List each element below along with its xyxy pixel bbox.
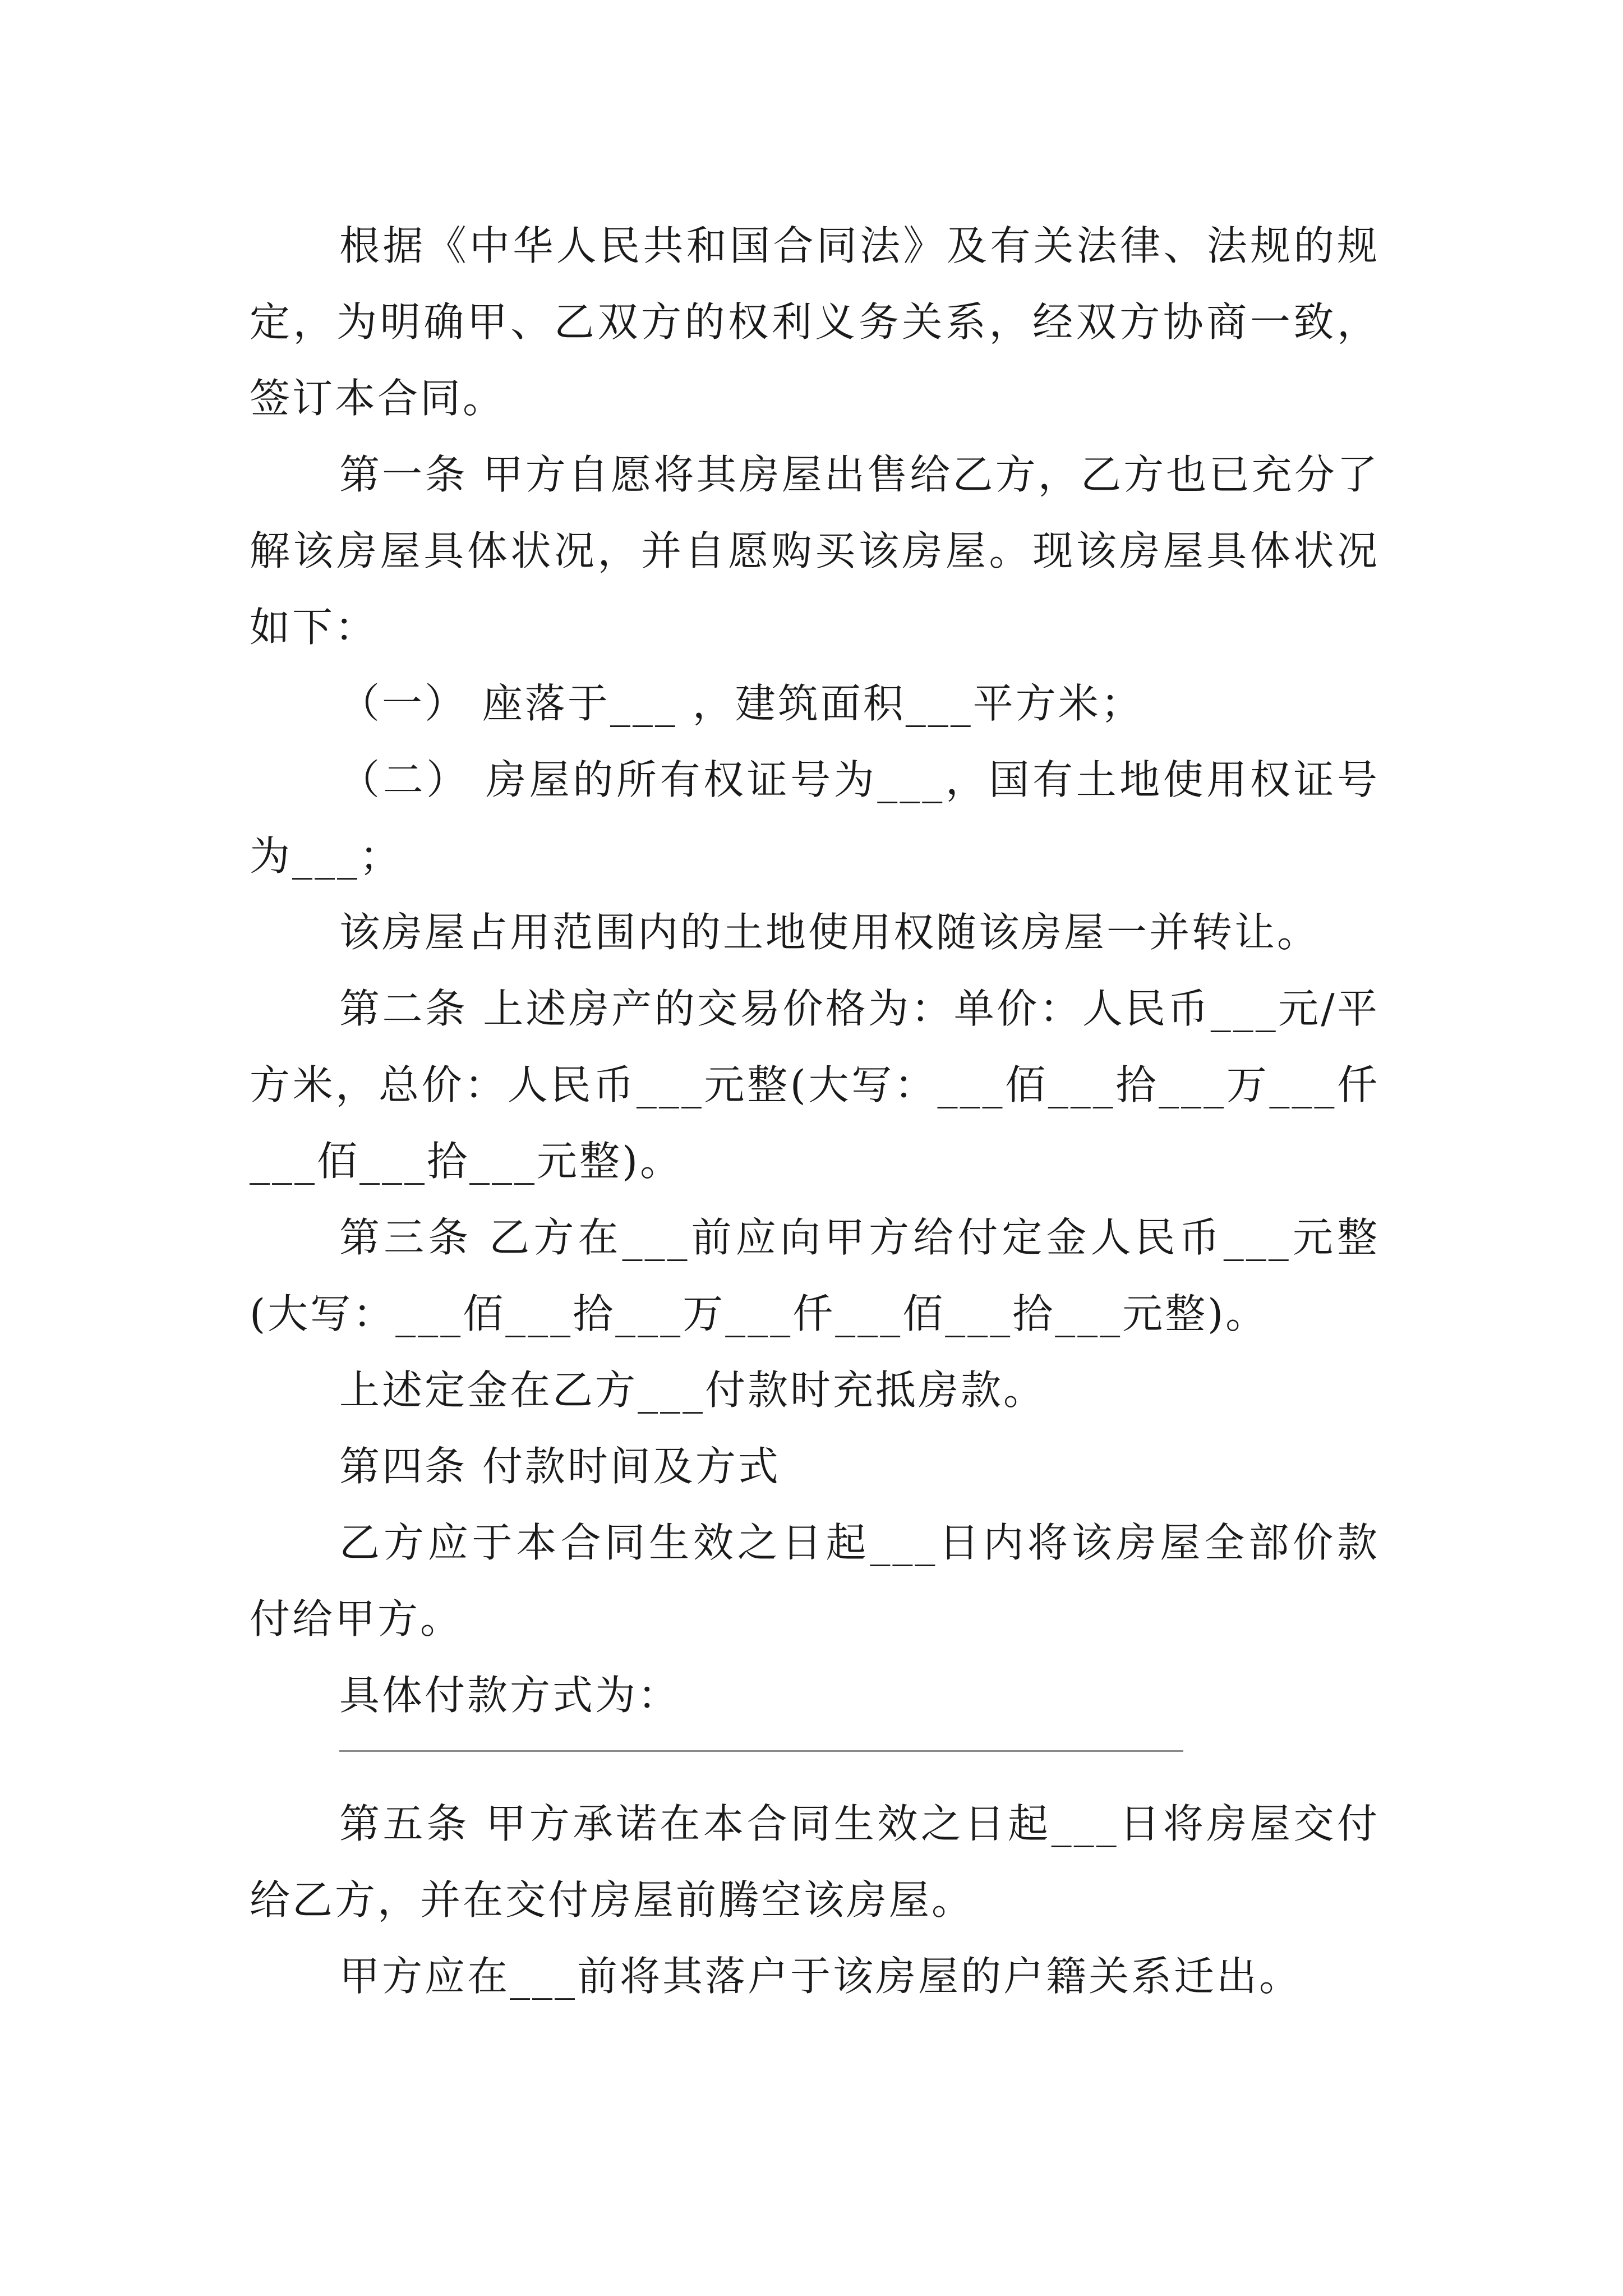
blank-fill-line [339, 1750, 1183, 1752]
article-5-paragraph: 第五条 甲方承诺在本合同生效之日起___日将房屋交付给乙方，并在交付房屋前腾空该房屋。 [250, 1800, 1380, 1924]
payment-deadline-paragraph: 乙方应于本合同生效之日起___日内将该房屋全部价款付给甲方。 [250, 1519, 1380, 1642]
contract-body [250, 208, 1380, 2014]
land-use-paragraph: 该房屋占用范围内的土地使用权随该房屋一并转让。 [339, 909, 1320, 956]
article-1-paragraph: 第一条 甲方自愿将其房屋出售给乙方，乙方也已充分了解该房屋具体状况，并自愿购买该房屋。现该房屋具体状况如下： [250, 451, 1380, 651]
article-3-paragraph: 第三条 乙方在___前应向甲方给付定金人民币___元整(大写：___佰___拾___万___仟___佰___拾___元整)。 [250, 1214, 1380, 1337]
deposit-paragraph: 上述定金在乙方___付款时充抵房款。 [339, 1366, 1046, 1414]
preamble-paragraph: 根据《中华人民共和国合同法》及有关法律、法规的规定，为明确甲、乙双方的权利义务关系，经双方协商一致，签订本合同。 [250, 222, 1380, 422]
household-registration-paragraph: 甲方应在___前将其落户于该房屋的户籍关系迁出。 [339, 1953, 1302, 2000]
article-1-item-1: （一） 座落于___ ，建筑面积___平方米； [339, 680, 1144, 727]
article-4-heading: 第四条 付款时间及方式 [339, 1443, 781, 1490]
article-1-item-2: （二） 房屋的所有权证号为___，国有土地使用权证号为___； [250, 756, 1380, 880]
article-2-paragraph: 第二条 上述房产的交易价格为：单价：人民币___元/平方米，总价：人民币___元整(大写：___佰___拾___万___仟___佰___拾___元整)。 [250, 985, 1380, 1185]
payment-method-paragraph: 具体付款方式为： [339, 1672, 681, 1719]
